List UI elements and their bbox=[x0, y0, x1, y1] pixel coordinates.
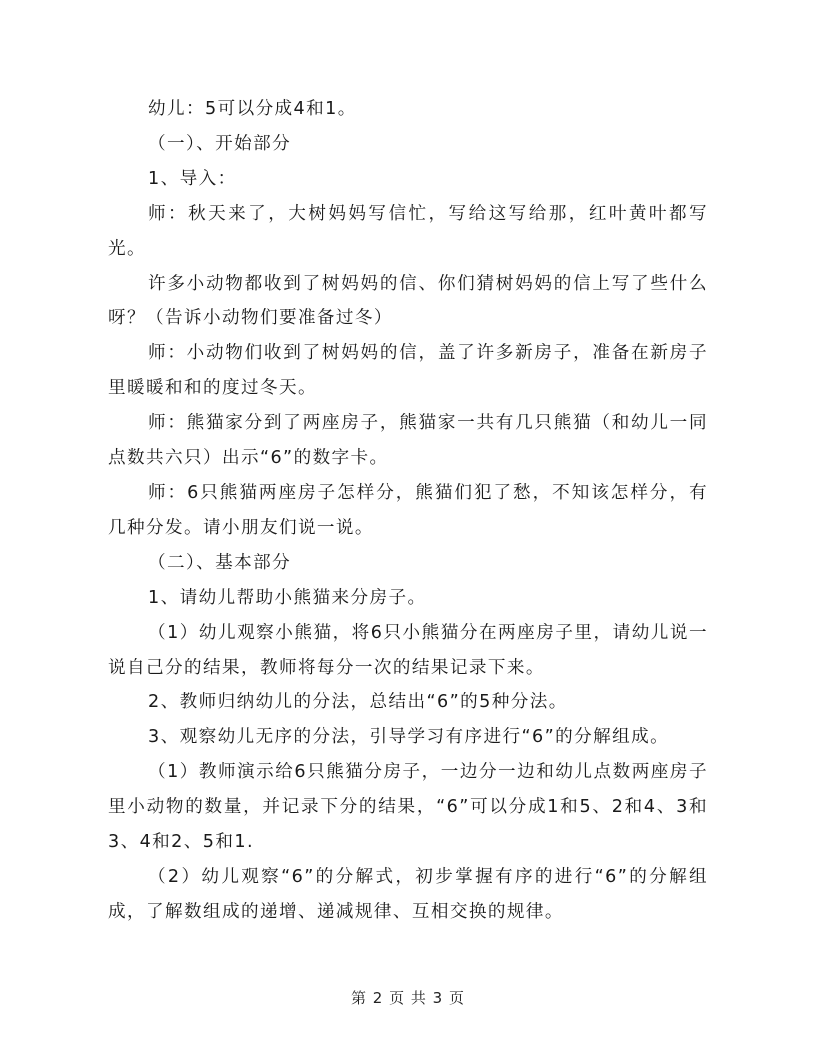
paragraph: 2、教师归纳幼儿的分法，总结出“6”的5种分法。 bbox=[148, 692, 568, 713]
paragraph: 师：熊猫家分到了两座房子，熊猫家一共有几只熊猫（和幼儿一同点数共六只）出示“6”的数字卡。 bbox=[108, 413, 708, 469]
section-heading: （一）、开始部分 bbox=[148, 133, 292, 154]
page-number: 第 2 页 共 3 页 bbox=[351, 989, 465, 1007]
paragraph: 1、请幼儿帮助小熊猫来分房子。 bbox=[148, 587, 427, 608]
paragraph: （2）幼儿观察“6”的分解式，初步掌握有序的进行“6”的分解组成，了解数组成的递增、递减规律、互相交换的规律。 bbox=[108, 866, 708, 922]
paragraph: 师：6只熊猫两座房子怎样分，熊猫们犯了愁，不知该怎样分，有几种分发。请小朋友们说一说。 bbox=[108, 482, 708, 538]
section-heading: （二）、基本部分 bbox=[148, 552, 292, 573]
paragraph: （1）幼儿观察小熊猫，将6只小熊猫分在两座房子里，请幼儿说一说自己分的结果，教师将每分一次的结果记录下来。 bbox=[108, 622, 708, 678]
paragraph: 幼儿：5可以分成4和1。 bbox=[148, 99, 357, 119]
paragraph: 许多小动物都收到了树妈妈的信、你们猜树妈妈的信上写了些什么呀？（告诉小动物们要准备过冬） bbox=[108, 273, 708, 329]
subsection-heading: 1、导入： bbox=[148, 168, 237, 189]
page-footer bbox=[0, 987, 816, 1008]
document-body bbox=[108, 92, 708, 930]
paragraph: 师：秋天来了，大树妈妈写信忙，写给这写给那，红叶黄叶都写光。 bbox=[108, 203, 708, 259]
paragraph: 3、观察幼儿无序的分法，引导学习有序进行“6”的分解组成。 bbox=[148, 727, 670, 748]
paragraph: 师：小动物们收到了树妈妈的信，盖了许多新房子，准备在新房子里暖暖和和的度过冬天。 bbox=[108, 343, 708, 399]
paragraph: （1）教师演示给6只熊猫分房子，一边分一边和幼儿点数两座房子里小动物的数量，并记录下分的结果，“6”可以分成1和5、2和4、3和 3、4和2、5和1. bbox=[108, 762, 708, 853]
